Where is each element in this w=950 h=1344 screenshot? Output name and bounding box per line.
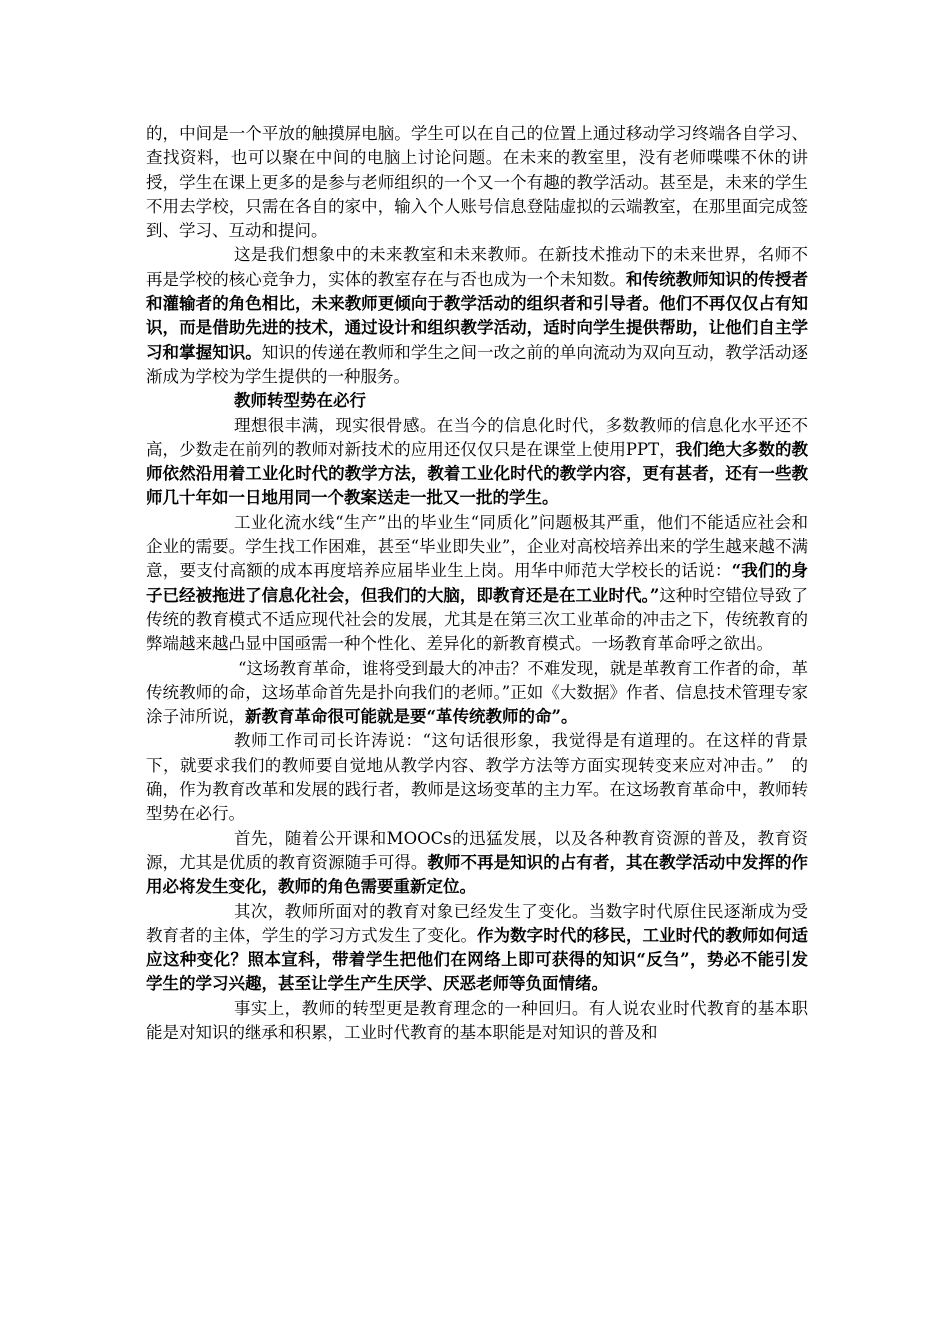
paragraph-8 [146, 900, 808, 997]
paragraph-1: 的，中间是一个平放的触摸屏电脑。学生可以在自己的位置上通过移动学习终端各自学习、查找资料，也可以聚在中间的电脑上讨论问题。在未来的教室里，没有老师喋喋不休的讲授，学生在课上更多的是参与老师组织的一个又一个有趣的教学活动。甚至是，未来的学生不用去学校，只需在各自的家中，输入个人账号信息登陆虚拟的云端教室，在那里面完成签到、学习、互动和提问。 [146, 124, 808, 241]
paragraph-4 [146, 511, 808, 657]
paragraph-7 [146, 827, 808, 900]
paragraph-3-bold: 我们绝大多数的教师依然沿用着工业化时代的教学方法，教着工业化时代的教学内容，更有甚者，还有一些教师几十年如一日地用同一个教案送走一批又一批的学生。 [146, 439, 808, 508]
paragraph-9: 事实上，教师的转型更是教育理念的一种回归。有人说农业时代教育的基本职能是对知识的继承和积累，工业时代教育的基本职能是对知识的普及和 [146, 998, 808, 1042]
paragraph-8-text: 其次，教师所面对的教育对象已经发生了变化。当数字时代原住民逐渐成为受教育者的主体，学生的学习方式发生了变化。 [146, 901, 808, 945]
paragraph-2-text-end: 知识的传递在教师和学生之间一改之前的单向流动为双向互动，教学活动逐渐成为学校为学生提供的一种服务。 [146, 342, 809, 386]
paragraph-2-text: 这是我们想象中的未来教室和未来教师。在新技术推动下的未来世界，名师不再是学校的核心竞争力，实体的教室存在与否也成为一个未知数。 [146, 245, 808, 289]
paragraph-5 [146, 657, 808, 730]
paragraph-5-bold: 新教育革命很可能就是要“革传统教师的命”。 [245, 707, 578, 727]
paragraph-4-quote: “我们的身子已经被拖进了信息化社会，但我们的大脑，即教育还是在工业时代。” [146, 561, 808, 605]
paragraph-5-text: “这场教育革命，谁将受到最大的冲击？不难发现，就是革教育工作者的命，革传统教师的命，这场革命首先是扑向我们的老师。”正如《大数据》作者、信息技术管理专家涂子沛所说， [146, 658, 808, 727]
paragraph-6: 教师工作司司长许涛说：“这句话很形象，我觉得是有道理的。在这样的背景下，就要求我们的教师要自觉地从教学内容、教学方法等方面实现转变来应对冲击。” 的确，作为教育改革和发展的践行者，教师是这场变革的主力军。在这场教育革命中，教师转型势在必行。 [146, 731, 808, 824]
paragraph-4-text-end: 这种时空错位导致了传统的教育模式不适应现代社会的发展，尤其是在第三次工业革命的冲击之下，传统教育的弊端越来越凸显中国亟需一种个性化、差异化的新教育模式。一场教育革命呼之欲出。 [146, 585, 808, 654]
paragraph-7-bold: 教师不再是知识的占有者，其在教学活动中发挥的作用必将发生变化，教师的角色需要重新定位。 [146, 852, 809, 897]
paragraph-8-bold: 作为数字时代的移民，工业时代的教师如何适应这种变化？照本宣科，带着学生把他们在网络上即可获得的知识“反刍”，势必不能引发学生的学习兴趣，甚至让学生产生厌学、厌恶老师等负面情绪。 [146, 925, 809, 994]
paragraph-3 [146, 414, 808, 511]
section-heading: 教师转型势在必行 [234, 391, 366, 411]
paragraph-7-text: 首先，随着公开课和MOOCs的迅猛发展，以及各种教育资源的普及，教育资源，尤其是优质的教育资源随手可得。 [146, 828, 808, 872]
paragraph-3-text: 理想很丰满，现实很骨感。在当今的信息化时代，多数教师的信息化水平还不高，少数走在前列的教师对新技术的应用还仅仅只是在课堂上使用PPT， [146, 415, 808, 459]
document-body [146, 122, 808, 1045]
paragraph-4-text: 工业化流水线“生产”出的毕业生“同质化”问题极其严重，他们不能适应社会和企业的需要。学生找工作困难，甚至“毕业即失业”，企业对高校培养出来的学生越来越不满意，要支付高额的成本再度培养应届毕业生上岗。用华中师范大学校长的话说： [146, 512, 808, 581]
paragraph-2 [146, 243, 808, 389]
paragraph-2-bold: 和传统教师知识的传授者和灌输者的角色相比，未来教师更倾向于教学活动的组织者和引导者。他们不再仅仅占有知识，而是借助先进的技术，通过设计和组织教学活动，适时向学生提供帮助，让他们自主学习和掌握知识。 [146, 269, 809, 362]
